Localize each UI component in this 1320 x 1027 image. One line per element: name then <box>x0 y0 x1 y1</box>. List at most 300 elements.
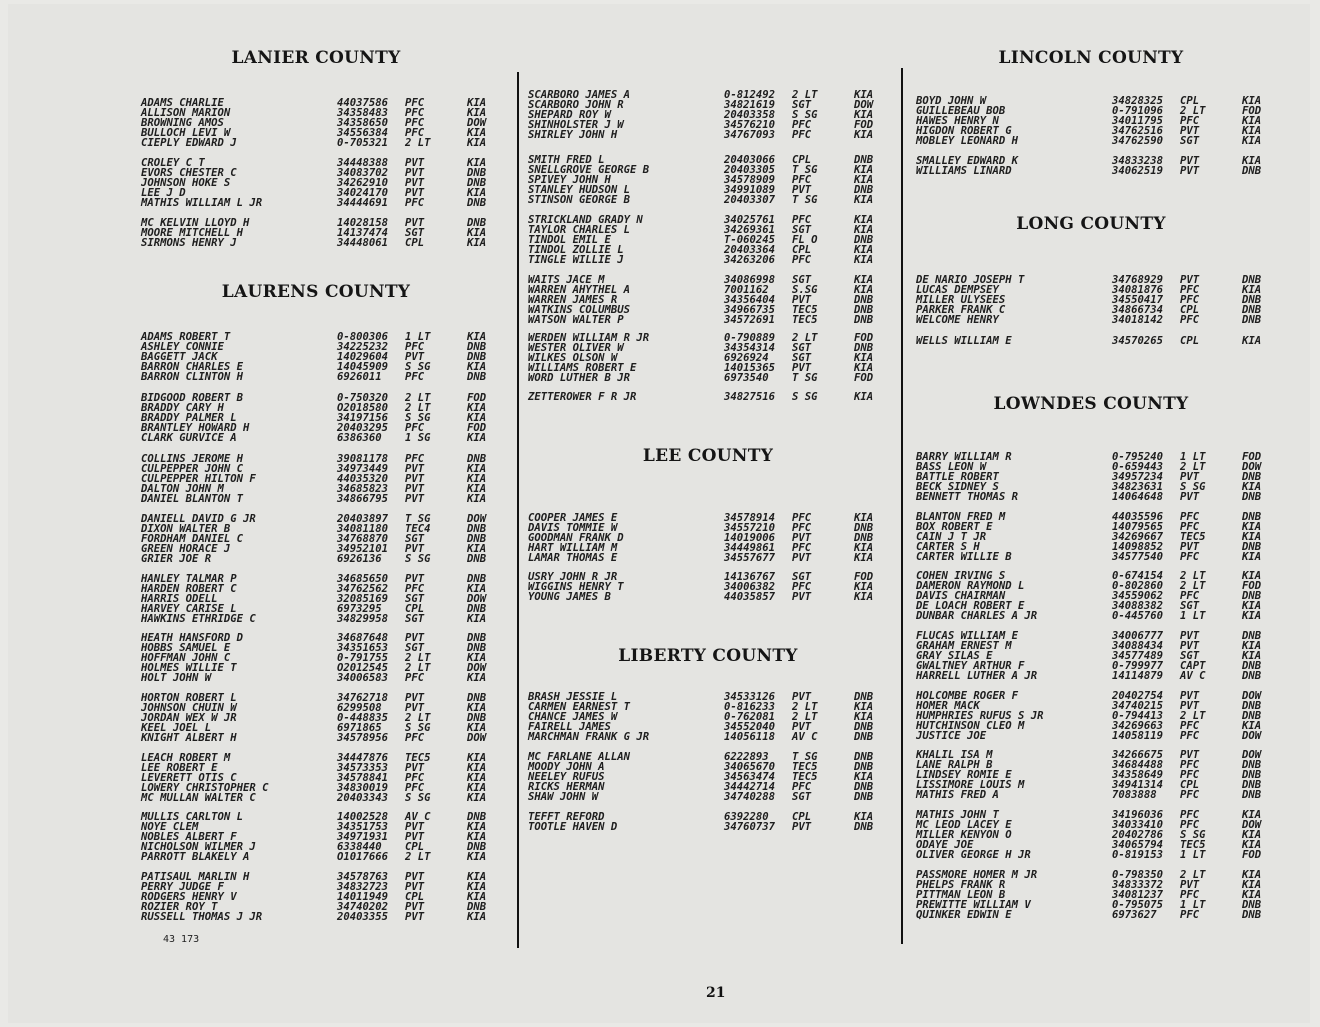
status: DOW <box>467 513 487 525</box>
status: KIA <box>467 792 487 804</box>
serial-number: 44035857 <box>724 591 776 603</box>
serial-number: 0-750320 <box>337 392 389 404</box>
rank: 1 LT <box>405 331 431 343</box>
rank: PFC <box>405 732 425 744</box>
status: KIA <box>467 881 487 893</box>
serial-number: 34762516 <box>1112 125 1164 137</box>
status: KIA <box>1242 551 1262 563</box>
status: DNB <box>854 184 874 196</box>
soldier-name: DANIELL DAVID G JR <box>141 513 256 525</box>
serial-number: 34011795 <box>1112 115 1164 127</box>
rank: T SG <box>405 513 431 525</box>
soldier-name: WILKES OLSON W <box>528 352 618 364</box>
serial-number: 34018142 <box>1112 314 1164 326</box>
serial-number: O1017666 <box>337 851 389 863</box>
serial-number: 20403355 <box>337 911 389 923</box>
status: KIA <box>854 254 874 266</box>
soldier-name: WARREN AHYTHEL A <box>528 284 631 296</box>
status: FOD <box>854 332 874 344</box>
serial-number: 39081178 <box>337 453 389 465</box>
serial-number: 34833372 <box>1112 879 1164 891</box>
soldier-name: WILLIAMS LINARD <box>916 165 1012 177</box>
status: KIA <box>467 821 487 833</box>
status: DNB <box>854 342 874 354</box>
status: DNB <box>1242 700 1262 712</box>
soldier-name: SCARBORO JOHN R <box>528 99 624 111</box>
status: KIA <box>854 552 874 564</box>
status: KIA <box>854 352 874 364</box>
soldier-name: DUNBAR CHARLES A JR <box>916 610 1038 622</box>
rank: CPL <box>405 841 425 853</box>
status: KIA <box>1242 600 1262 612</box>
rank: CPL <box>405 891 425 903</box>
serial-number: 0-674154 <box>1112 570 1164 582</box>
soldier-name: GOODMAN FRANK D <box>528 532 624 544</box>
casualty-group <box>528 333 888 383</box>
serial-number: 34941314 <box>1112 779 1164 791</box>
casualty-group <box>141 332 501 382</box>
serial-number: 34197156 <box>337 412 389 424</box>
serial-number: 0-659443 <box>1112 461 1164 473</box>
casualty-row <box>141 138 501 148</box>
serial-number: 34550417 <box>1112 294 1164 306</box>
casualty-group <box>916 156 1276 176</box>
soldier-name: ROZIER ROY T <box>141 901 218 913</box>
rank: PFC <box>1180 789 1200 801</box>
status: KIA <box>467 127 487 139</box>
serial-number: 20402754 <box>1112 690 1164 702</box>
status: KIA <box>854 542 874 554</box>
status: DOW <box>467 662 487 674</box>
serial-number: 14029604 <box>337 351 389 363</box>
casualty-row <box>528 392 888 402</box>
status: KIA <box>1242 570 1262 582</box>
status: KIA <box>467 672 487 684</box>
casualty-group <box>528 572 888 602</box>
serial-number: 34762718 <box>337 692 389 704</box>
serial-number: 34762562 <box>337 583 389 595</box>
soldier-name: BARRON CLINTON H <box>141 371 244 383</box>
status: DOW <box>854 99 874 111</box>
soldier-name: BARRY WILLIAM R <box>916 451 1012 463</box>
rank: 2 LT <box>405 137 431 149</box>
rank: PFC <box>1180 284 1200 296</box>
soldier-name: BULLOCH LEVI W <box>141 127 231 139</box>
casualty-row <box>528 792 888 802</box>
status: KIA <box>467 402 487 414</box>
serial-number: 34269361 <box>724 224 776 236</box>
rank: PVT <box>792 294 812 306</box>
soldier-name: MATHIS JOHN T <box>916 809 999 821</box>
casualty-group <box>141 812 501 862</box>
rank: SGT <box>792 274 812 286</box>
serial-number: 0-448835 <box>337 712 389 724</box>
casualty-row <box>916 315 1276 325</box>
serial-number: 20403305 <box>724 164 776 176</box>
serial-number: O2012545 <box>337 662 389 674</box>
status: DNB <box>1242 314 1262 326</box>
serial-number: 34081180 <box>337 523 389 535</box>
status: KIA <box>1242 889 1262 901</box>
status: KIA <box>854 362 874 374</box>
serial-number: 34767093 <box>724 129 776 141</box>
soldier-name: WELCOME HENRY <box>916 314 999 326</box>
casualty-group <box>141 393 501 443</box>
soldier-name: WARREN JAMES R <box>528 294 618 306</box>
rank: CPL <box>405 603 425 615</box>
rank: PFC <box>405 672 425 684</box>
status: KIA <box>467 911 487 923</box>
serial-number: 20403358 <box>724 109 776 121</box>
soldier-name: LUCAS DEMPSEY <box>916 284 999 296</box>
rank: T SG <box>792 194 818 206</box>
status: DNB <box>467 901 487 913</box>
serial-number: 14114879 <box>1112 670 1164 682</box>
casualty-group <box>528 90 888 140</box>
status: DNB <box>1242 899 1262 911</box>
casualty-row <box>141 673 501 683</box>
rank: CPL <box>1180 335 1200 347</box>
soldier-name: JORDAN WEX W JR <box>141 712 237 724</box>
rank: AV C <box>405 811 431 823</box>
serial-number: 34828325 <box>1112 95 1164 107</box>
column-divider-right <box>901 68 903 944</box>
casualty-row <box>141 238 501 248</box>
rank: 1 LT <box>1180 451 1206 463</box>
soldier-name: CARTER WILLIE B <box>916 551 1012 563</box>
status: KIA <box>467 473 487 485</box>
rank: PVT <box>405 473 425 485</box>
casualty-row <box>528 553 888 563</box>
status: DNB <box>854 154 874 166</box>
status: DNB <box>467 523 487 535</box>
serial-number: 6386360 <box>337 432 382 444</box>
rank: 2 LT <box>1180 710 1206 722</box>
serial-number: 6299508 <box>337 702 382 714</box>
casualty-group <box>528 392 888 402</box>
serial-number: 34557677 <box>724 552 776 564</box>
soldier-name: HART WILLIAM M <box>528 542 618 554</box>
serial-number: 34760737 <box>724 821 776 833</box>
serial-number: 0-794413 <box>1112 710 1164 722</box>
status: KIA <box>854 224 874 236</box>
casualty-group <box>916 96 1276 146</box>
status: DNB <box>854 751 874 763</box>
status: KIA <box>1242 720 1262 732</box>
rank: PVT <box>1180 155 1200 167</box>
rank: CPL <box>1180 779 1200 791</box>
status: KIA <box>1242 640 1262 652</box>
serial-number: 34570265 <box>1112 335 1164 347</box>
serial-number: 34442714 <box>724 781 776 793</box>
rank: PFC <box>1180 551 1200 563</box>
serial-number: 0-795075 <box>1112 899 1164 911</box>
casualty-row <box>141 198 501 208</box>
soldier-name: PATISAUL MARLIN H <box>141 871 250 883</box>
casualty-row <box>141 554 501 564</box>
rank: PVT <box>405 187 425 199</box>
soldier-name: BECK SIDNEY S <box>916 481 999 493</box>
soldier-name: BATTLE ROBERT <box>916 471 999 483</box>
serial-number: 7083888 <box>1112 789 1157 801</box>
soldier-name: CULPEPPER HILTON F <box>141 473 256 485</box>
rank: 2 LT <box>1180 461 1206 473</box>
soldier-name: MULLIS CARLTON L <box>141 811 244 823</box>
soldier-name: BIDGOOD ROBERT B <box>141 392 244 404</box>
rank: S SG <box>792 391 818 403</box>
rank: PVT <box>405 543 425 555</box>
rank: PVT <box>405 762 425 774</box>
status: KIA <box>467 871 487 883</box>
serial-number: 0-800306 <box>337 331 389 343</box>
rank: SGT <box>405 593 425 605</box>
soldier-name: COHEN IRVING S <box>916 570 1006 582</box>
status: KIA <box>854 711 874 723</box>
casualty-group <box>528 692 888 742</box>
soldier-name: PERRY JUDGE F <box>141 881 224 893</box>
rank: 2 LT <box>405 402 431 414</box>
casualty-row <box>141 614 501 624</box>
status: KIA <box>854 771 874 783</box>
casualty-row <box>916 552 1276 562</box>
casualty-row <box>916 671 1276 681</box>
serial-number: 34832723 <box>337 881 389 893</box>
rank: PVT <box>792 532 812 544</box>
rank: 2 LT <box>792 701 818 713</box>
status: KIA <box>1242 531 1262 543</box>
serial-number: 0-819153 <box>1112 849 1164 861</box>
status: KIA <box>1242 335 1262 347</box>
rank: 1 SG <box>405 432 431 444</box>
status: KIA <box>854 701 874 713</box>
soldier-name: LOWERY CHRISTOPHER C <box>141 782 269 794</box>
status: DNB <box>467 642 487 654</box>
soldier-name: BRASH JESSIE L <box>528 691 618 703</box>
status: KIA <box>1242 95 1262 107</box>
status: DNB <box>854 761 874 773</box>
status: KIA <box>854 581 874 593</box>
status: KIA <box>467 782 487 794</box>
soldier-name: CULPEPPER JOHN C <box>141 463 244 475</box>
soldier-name: HOMER MACK <box>916 700 980 712</box>
soldier-name: NEELEY RUFUS <box>528 771 605 783</box>
soldier-name: SHINHOLSTER J W <box>528 119 624 131</box>
rank: 2 LT <box>405 652 431 664</box>
serial-number: 14098852 <box>1112 541 1164 553</box>
status: FOD <box>854 372 874 384</box>
serial-number: 34740202 <box>337 901 389 913</box>
status: DNB <box>1242 909 1262 921</box>
status: DNB <box>854 781 874 793</box>
serial-number: 34768870 <box>337 533 389 545</box>
status: KIA <box>467 702 487 714</box>
rank: CPL <box>405 237 425 249</box>
rank: PVT <box>405 831 425 843</box>
serial-number: 34576210 <box>724 119 776 131</box>
rank: S SG <box>1180 481 1206 493</box>
status: DNB <box>467 197 487 209</box>
status: DNB <box>854 691 874 703</box>
casualty-group <box>141 693 501 743</box>
status: KIA <box>854 244 874 256</box>
rank: PVT <box>405 483 425 495</box>
status: DNB <box>854 721 874 733</box>
serial-number: 34768929 <box>1112 274 1164 286</box>
casualty-row <box>528 732 888 742</box>
casualty-row <box>141 433 501 443</box>
status: KIA <box>854 174 874 186</box>
rank: PVT <box>405 157 425 169</box>
serial-number: 34006777 <box>1112 630 1164 642</box>
serial-number: 34006583 <box>337 672 389 684</box>
serial-number: 0-790889 <box>724 332 776 344</box>
status: DOW <box>1242 730 1262 742</box>
document-page <box>8 4 1310 1023</box>
soldier-name: MC FARLANE ALLAN <box>528 751 631 763</box>
serial-number: 34684488 <box>1112 759 1164 771</box>
serial-number: 34971931 <box>337 831 389 843</box>
serial-number: 34444691 <box>337 197 389 209</box>
serial-number: 20403066 <box>724 154 776 166</box>
casualty-group <box>916 750 1276 800</box>
soldier-name: BLANTON FRED M <box>916 511 1006 523</box>
soldier-name: WIGGINS HENRY T <box>528 581 624 593</box>
soldier-name: MILLER ULYSEES <box>916 294 1006 306</box>
status: DNB <box>467 573 487 585</box>
rank: S SG <box>405 361 431 373</box>
soldier-name: GREEN HORACE J <box>141 543 231 555</box>
serial-number: 20403364 <box>724 244 776 256</box>
casualty-group <box>528 155 888 205</box>
rank: CPL <box>792 811 812 823</box>
soldier-name: USRY JOHN R JR <box>528 571 618 583</box>
status: KIA <box>1242 125 1262 137</box>
casualty-row <box>916 790 1276 800</box>
serial-number: 34577540 <box>1112 551 1164 563</box>
serial-number: 34088382 <box>1112 600 1164 612</box>
soldier-name: DE LOACH ROBERT E <box>916 600 1025 612</box>
status: KIA <box>467 432 487 444</box>
county-heading: LINCOLN COUNTY <box>998 48 1184 68</box>
soldier-name: MC MULLAN WALTER C <box>141 792 256 804</box>
rank: S SG <box>1180 829 1206 841</box>
soldier-name: SHEPARD ROY W <box>528 109 611 121</box>
soldier-name: DALTON JOHN M <box>141 483 224 495</box>
rank: CPL <box>1180 304 1200 316</box>
soldier-name: ASHLEY CONNIE <box>141 341 224 353</box>
rank: PFC <box>792 254 812 266</box>
soldier-name: MC KELVIN LLOYD H <box>141 217 250 229</box>
soldier-name: MOBLEY LEONARD H <box>916 135 1019 147</box>
soldier-name: HARRIS ODELL <box>141 593 218 605</box>
serial-number: 6973540 <box>724 372 769 384</box>
status: DNB <box>467 453 487 465</box>
rank: S SG <box>405 412 431 424</box>
rank: PFC <box>405 371 425 383</box>
status: DOW <box>1242 461 1262 473</box>
status: KIA <box>1242 610 1262 622</box>
serial-number: 34086998 <box>724 274 776 286</box>
serial-number: 34685650 <box>337 573 389 585</box>
soldier-name: MOODY JOHN A <box>528 761 605 773</box>
serial-number: 0-799977 <box>1112 660 1164 672</box>
status: DNB <box>467 603 487 615</box>
serial-number: 0-802860 <box>1112 580 1164 592</box>
status: FOD <box>854 571 874 583</box>
serial-number: 34358650 <box>337 117 389 129</box>
serial-number: 34266675 <box>1112 749 1164 761</box>
soldier-name: RODGERS HENRY V <box>141 891 237 903</box>
soldier-name: WESTER OLIVER W <box>528 342 624 354</box>
serial-number: 34081876 <box>1112 284 1164 296</box>
status: KIA <box>467 543 487 555</box>
rank: PVT <box>1180 165 1200 177</box>
serial-number: 32085169 <box>337 593 389 605</box>
rank: PFC <box>405 117 425 129</box>
county-heading: LEE COUNTY <box>642 446 774 466</box>
serial-number: 34578956 <box>337 732 389 744</box>
casualty-row <box>141 178 501 188</box>
status: DNB <box>1242 590 1262 602</box>
rank: PVT <box>1180 690 1200 702</box>
casualty-row <box>916 336 1276 346</box>
status: DNB <box>467 841 487 853</box>
serial-number: 20403307 <box>724 194 776 206</box>
serial-number: 20403343 <box>337 792 389 804</box>
status: DNB <box>467 692 487 704</box>
serial-number: 34448388 <box>337 157 389 169</box>
soldier-name: CARTER S H <box>916 541 980 553</box>
rank: PVT <box>405 881 425 893</box>
status: FOD <box>1242 580 1262 592</box>
serial-number: 34065794 <box>1112 839 1164 851</box>
rank: PVT <box>405 702 425 714</box>
serial-number: 34866795 <box>337 493 389 505</box>
soldier-name: TAYLOR CHARLES L <box>528 224 631 236</box>
casualty-group <box>528 752 888 802</box>
serial-number: 44035320 <box>337 473 389 485</box>
rank: SGT <box>405 227 425 239</box>
casualty-row <box>916 910 1276 920</box>
rank: T SG <box>792 372 818 384</box>
rank: 2 LT <box>1180 580 1206 592</box>
rank: PVT <box>1180 700 1200 712</box>
soldier-name: BRADDY PALMER L <box>141 412 237 424</box>
casualty-row <box>528 130 888 140</box>
rank: T SG <box>792 751 818 763</box>
status: DNB <box>467 167 487 179</box>
serial-number: 34966735 <box>724 304 776 316</box>
rank: TEC5 <box>1180 531 1206 543</box>
status: DNB <box>467 217 487 229</box>
casualty-row <box>528 592 888 602</box>
county-heading: LAURENS COUNTY <box>221 282 411 302</box>
rank: CPL <box>1180 95 1200 107</box>
soldier-name: PARKER FRANK C <box>916 304 1006 316</box>
casualty-group <box>916 810 1276 860</box>
status: FOD <box>467 392 487 404</box>
soldier-name: PARROTT BLAKELY A <box>141 851 250 863</box>
serial-number: 34262910 <box>337 177 389 189</box>
status: KIA <box>854 214 874 226</box>
serial-number: 20403295 <box>337 422 389 434</box>
rank: SGT <box>405 613 425 625</box>
rank: PFC <box>405 197 425 209</box>
rank: SGT <box>792 99 812 111</box>
soldier-name: MC LEOD LACEY E <box>916 819 1012 831</box>
rank: TEC5 <box>792 761 818 773</box>
casualty-row <box>916 492 1276 502</box>
